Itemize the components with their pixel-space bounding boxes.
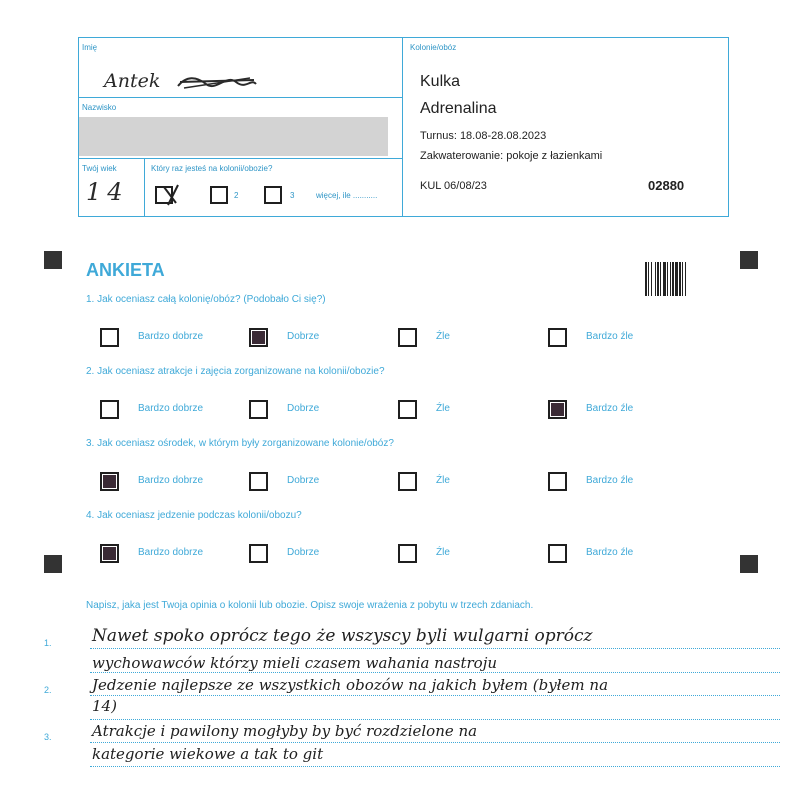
name-value: Antek [104, 70, 161, 92]
question-4-option-3-label: Źle [436, 547, 450, 558]
survey-title: ANKIETA [86, 260, 165, 280]
question-2-option-4-checkbox[interactable] [548, 400, 567, 419]
question-3-option-3-checkbox[interactable] [398, 472, 417, 491]
turnus: Turnus: 18.08-28.08.2023 [420, 130, 547, 142]
barcode-bar [648, 262, 649, 296]
handwritten-line-1: Nawet spoko oprócz tego że wszyscy byli wulgarni oprócz [92, 626, 593, 646]
question-4-text: 4. Jak oceniasz jedzenie podczas kolonii/obozu? [86, 510, 302, 521]
question-3-option-1-checkbox[interactable] [100, 472, 119, 491]
lodging: Zakwaterowanie: pokoje z łazienkami [420, 150, 603, 162]
question-4-option-2-checkbox[interactable] [249, 544, 268, 563]
redaction-block [79, 117, 388, 156]
question-3-option-3-label: Źle [436, 475, 450, 486]
question-2-option-3-checkbox[interactable] [398, 400, 417, 419]
dotted-line [90, 766, 780, 767]
crossed-out-text [176, 72, 258, 90]
question-2-option-1-label: Bardzo dobrze [138, 403, 204, 414]
barcode-bar [651, 262, 652, 296]
question-2-option-4-label: Bardzo źle [586, 403, 634, 414]
question-4-option-1-label: Bardzo dobrze [138, 547, 204, 558]
camp-code: KUL 06/08/23 [420, 180, 487, 192]
question-1-option-2-label: Dobrze [287, 331, 320, 342]
camp-label: Kolonie/obóz [410, 43, 457, 52]
handwritten-line-5: Atrakcje i pawilony mogłyby by być rozdzielone na [92, 722, 478, 740]
corner-marker-top-left [44, 251, 62, 269]
question-4-option-1-checkbox[interactable] [100, 544, 119, 563]
line-number-1: 1. [44, 638, 52, 648]
barcode-bar [675, 262, 678, 296]
corner-marker-bottom-left [44, 555, 62, 573]
corner-marker-top-right [740, 251, 758, 269]
camp-theme: Adrenalina [420, 100, 497, 117]
barcode-bar [663, 262, 666, 296]
age-divider [144, 158, 145, 217]
barcode-bar [655, 262, 656, 296]
barcode-bar [682, 262, 683, 296]
question-1-option-2-checkbox[interactable] [249, 328, 268, 347]
dotted-line [90, 695, 780, 696]
question-4-option-2-label: Dobrze [287, 547, 320, 558]
question-1-option-3-label: Źle [436, 331, 450, 342]
barcode-bar [685, 262, 686, 296]
question-4-option-4-checkbox[interactable] [548, 544, 567, 563]
question-3-option-1-label: Bardzo dobrze [138, 475, 204, 486]
question-1-text: 1. Jak oceniasz całą kolonię/obóz? (Podobało Ci się?) [86, 294, 326, 305]
question-3-option-4-checkbox[interactable] [548, 472, 567, 491]
barcode-bar [645, 262, 647, 296]
question-2-option-1-checkbox[interactable] [100, 400, 119, 419]
surname-label: Nazwisko [82, 103, 117, 112]
question-2-text: 2. Jak oceniasz atrakcje i zajęcia zorganizowane na kolonii/obozie? [86, 366, 385, 377]
times-option-3: 3 [290, 191, 295, 200]
question-1-option-4-label: Bardzo źle [586, 331, 634, 342]
barcode-bar [667, 262, 668, 296]
barcode-bar [679, 262, 681, 296]
name-divider [78, 97, 402, 98]
times-label: Który raz jesteś na kolonii/obozie? [151, 164, 273, 173]
form-number: 02880 [648, 178, 685, 193]
times-checkbox-1-mark [162, 183, 182, 207]
header-divider-vertical [402, 37, 403, 217]
dotted-line [90, 742, 780, 743]
surname-divider [78, 158, 402, 159]
times-option-2: 2 [234, 191, 239, 200]
dotted-line [90, 648, 780, 649]
question-3-option-2-checkbox[interactable] [249, 472, 268, 491]
times-option-more: więcej, ile ........... [316, 191, 378, 200]
barcode-bar [657, 262, 659, 296]
barcode-bar [672, 262, 674, 296]
times-checkbox-3[interactable] [264, 186, 282, 204]
barcode-bar [670, 262, 671, 296]
opinion-prompt: Napisz, jaka jest Twoja opinia o kolonii lub obozie. Opisz swoje wrażenia z pobytu w trzech zdaniach. [86, 600, 534, 611]
barcode-bar [660, 262, 661, 296]
question-1-option-1-checkbox[interactable] [100, 328, 119, 347]
handwritten-line-4: 14) [92, 697, 117, 715]
handwritten-line-3: Jedzenie najlepsze ze wszystkich obozów na jakich byłem (byłem na [92, 676, 609, 694]
dotted-line [90, 672, 780, 673]
question-1-option-3-checkbox[interactable] [398, 328, 417, 347]
question-3-option-2-label: Dobrze [287, 475, 320, 486]
question-3-option-4-label: Bardzo źle [586, 475, 634, 486]
handwritten-line-2: wychowawców którzy mieli czasem wahania nastroju [92, 654, 497, 672]
dotted-line [90, 719, 780, 720]
question-4-option-3-checkbox[interactable] [398, 544, 417, 563]
name-label: Imię [82, 43, 98, 52]
question-2-option-2-checkbox[interactable] [249, 400, 268, 419]
barcode [645, 262, 701, 296]
question-4-option-4-label: Bardzo źle [586, 547, 634, 558]
question-1-option-4-checkbox[interactable] [548, 328, 567, 347]
line-number-3: 3. [44, 732, 52, 742]
question-2-option-3-label: Źle [436, 403, 450, 414]
corner-marker-bottom-right [740, 555, 758, 573]
question-2-option-2-label: Dobrze [287, 403, 320, 414]
line-number-2: 2. [44, 685, 52, 695]
question-1-option-1-label: Bardzo dobrze [138, 331, 204, 342]
camp-name: Kulka [420, 73, 461, 90]
handwritten-line-6: kategorie wiekowe a tak to git [92, 745, 324, 763]
question-3-text: 3. Jak oceniasz ośrodek, w którym były zorganizowane kolonie/obóz? [86, 438, 394, 449]
age-label: Twój wiek [82, 164, 117, 173]
age-value: 14 [86, 178, 129, 206]
times-checkbox-2[interactable] [210, 186, 228, 204]
